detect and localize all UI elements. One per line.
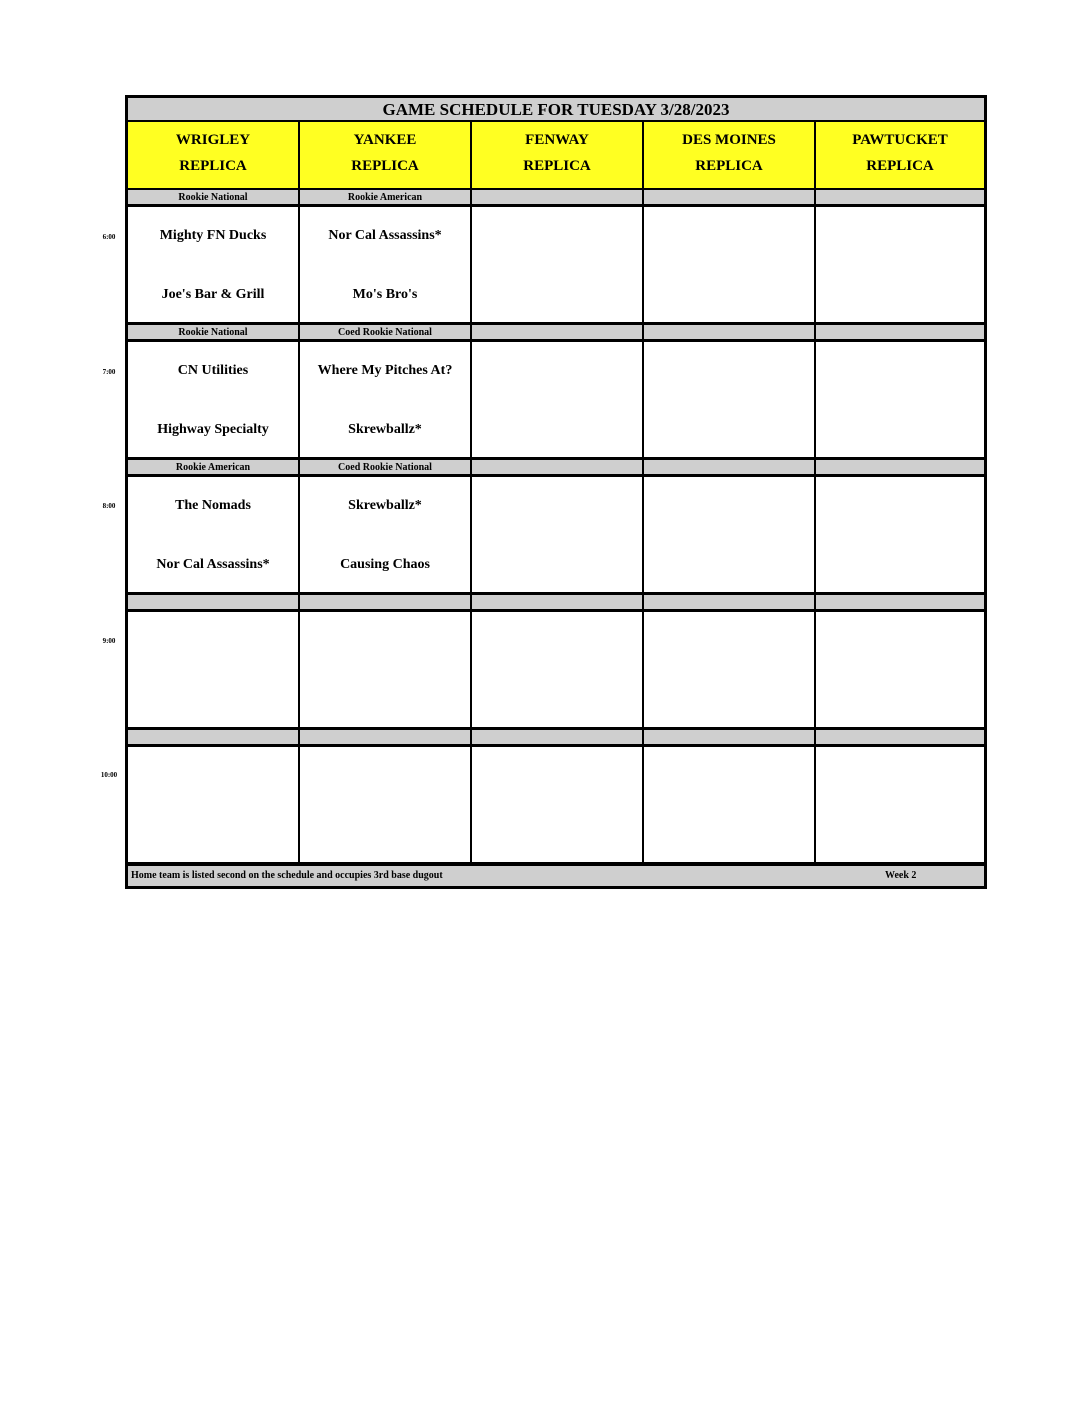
field-type: REPLICA xyxy=(351,158,419,174)
league-label xyxy=(300,730,470,744)
schedule-table xyxy=(125,95,987,889)
game-cell xyxy=(644,342,814,457)
away-team: The Nomads xyxy=(175,498,251,513)
league-label: Coed Rookie National xyxy=(300,325,470,339)
home-team: Mo's Bro's xyxy=(352,287,418,302)
game-cell xyxy=(816,747,984,862)
game-cell xyxy=(128,207,298,322)
time-label: 9:00 xyxy=(102,637,116,645)
game-cell xyxy=(644,207,814,322)
field-header xyxy=(472,122,642,188)
footer-bar xyxy=(128,866,984,886)
time-label: 6:00 xyxy=(102,233,116,241)
game-cell xyxy=(644,477,814,592)
league-label xyxy=(128,730,298,744)
league-label xyxy=(816,460,984,474)
league-label: Rookie American xyxy=(300,190,470,204)
league-label xyxy=(644,730,814,744)
game-cell xyxy=(128,477,298,592)
home-team: Nor Cal Assassins* xyxy=(156,557,270,572)
field-type: REPLICA xyxy=(866,158,934,174)
game-cell xyxy=(644,612,814,727)
game-cell xyxy=(472,747,642,862)
game-cell xyxy=(472,207,642,322)
game-cell xyxy=(300,477,470,592)
home-team: Causing Chaos xyxy=(340,557,430,572)
field-header xyxy=(644,122,814,188)
league-label xyxy=(644,460,814,474)
game-cell xyxy=(816,477,984,592)
league-label: Rookie National xyxy=(128,190,298,204)
field-type: REPLICA xyxy=(179,158,247,174)
home-team: Joe's Bar & Grill xyxy=(161,287,265,302)
field-header xyxy=(128,122,298,188)
game-cell xyxy=(472,612,642,727)
home-team: Skrewballz* xyxy=(348,422,422,437)
away-team: Nor Cal Assassins* xyxy=(328,228,442,243)
time-label: 7:00 xyxy=(102,368,116,376)
away-team: Where My Pitches At? xyxy=(317,363,453,378)
game-cell xyxy=(300,207,470,322)
league-label xyxy=(644,190,814,204)
schedule-title: GAME SCHEDULE FOR TUESDAY 3/28/2023 xyxy=(128,98,984,122)
game-cell xyxy=(300,612,470,727)
league-label xyxy=(816,595,984,609)
game-cell xyxy=(472,477,642,592)
league-label xyxy=(128,595,298,609)
week-label: Week 2 xyxy=(885,870,917,881)
league-label xyxy=(472,325,642,339)
league-label xyxy=(472,595,642,609)
game-cell xyxy=(300,747,470,862)
game-cell xyxy=(816,207,984,322)
league-label xyxy=(300,595,470,609)
home-team: Highway Specialty xyxy=(157,422,269,437)
game-cell xyxy=(816,612,984,727)
field-name: DES MOINES xyxy=(682,132,776,148)
game-cell xyxy=(128,612,298,727)
field-name: PAWTUCKET xyxy=(852,132,948,148)
league-label xyxy=(816,325,984,339)
field-header xyxy=(816,122,984,188)
field-type: REPLICA xyxy=(523,158,591,174)
field-name: FENWAY xyxy=(525,132,589,148)
league-label: Rookie National xyxy=(128,325,298,339)
league-label: Coed Rookie National xyxy=(300,460,470,474)
game-cell xyxy=(128,747,298,862)
game-cell xyxy=(300,342,470,457)
league-label xyxy=(472,730,642,744)
league-label: Rookie American xyxy=(128,460,298,474)
time-label: 10:00 xyxy=(100,771,118,779)
footer-note: Home team is listed second on the schedule and occupies 3rd base dugout xyxy=(131,870,443,881)
field-name: WRIGLEY xyxy=(175,132,251,148)
away-team: CN Utilities xyxy=(177,363,249,378)
field-type: REPLICA xyxy=(695,158,763,174)
league-label xyxy=(472,460,642,474)
time-label: 8:00 xyxy=(102,502,116,510)
game-cell xyxy=(644,747,814,862)
league-label xyxy=(472,190,642,204)
game-cell xyxy=(128,342,298,457)
league-label xyxy=(816,190,984,204)
field-name: YANKEE xyxy=(353,132,417,148)
away-team: Skrewballz* xyxy=(348,498,422,513)
league-label xyxy=(644,325,814,339)
field-header xyxy=(300,122,470,188)
league-label xyxy=(816,730,984,744)
game-cell xyxy=(816,342,984,457)
away-team: Mighty FN Ducks xyxy=(159,228,267,243)
league-label xyxy=(644,595,814,609)
game-cell xyxy=(472,342,642,457)
